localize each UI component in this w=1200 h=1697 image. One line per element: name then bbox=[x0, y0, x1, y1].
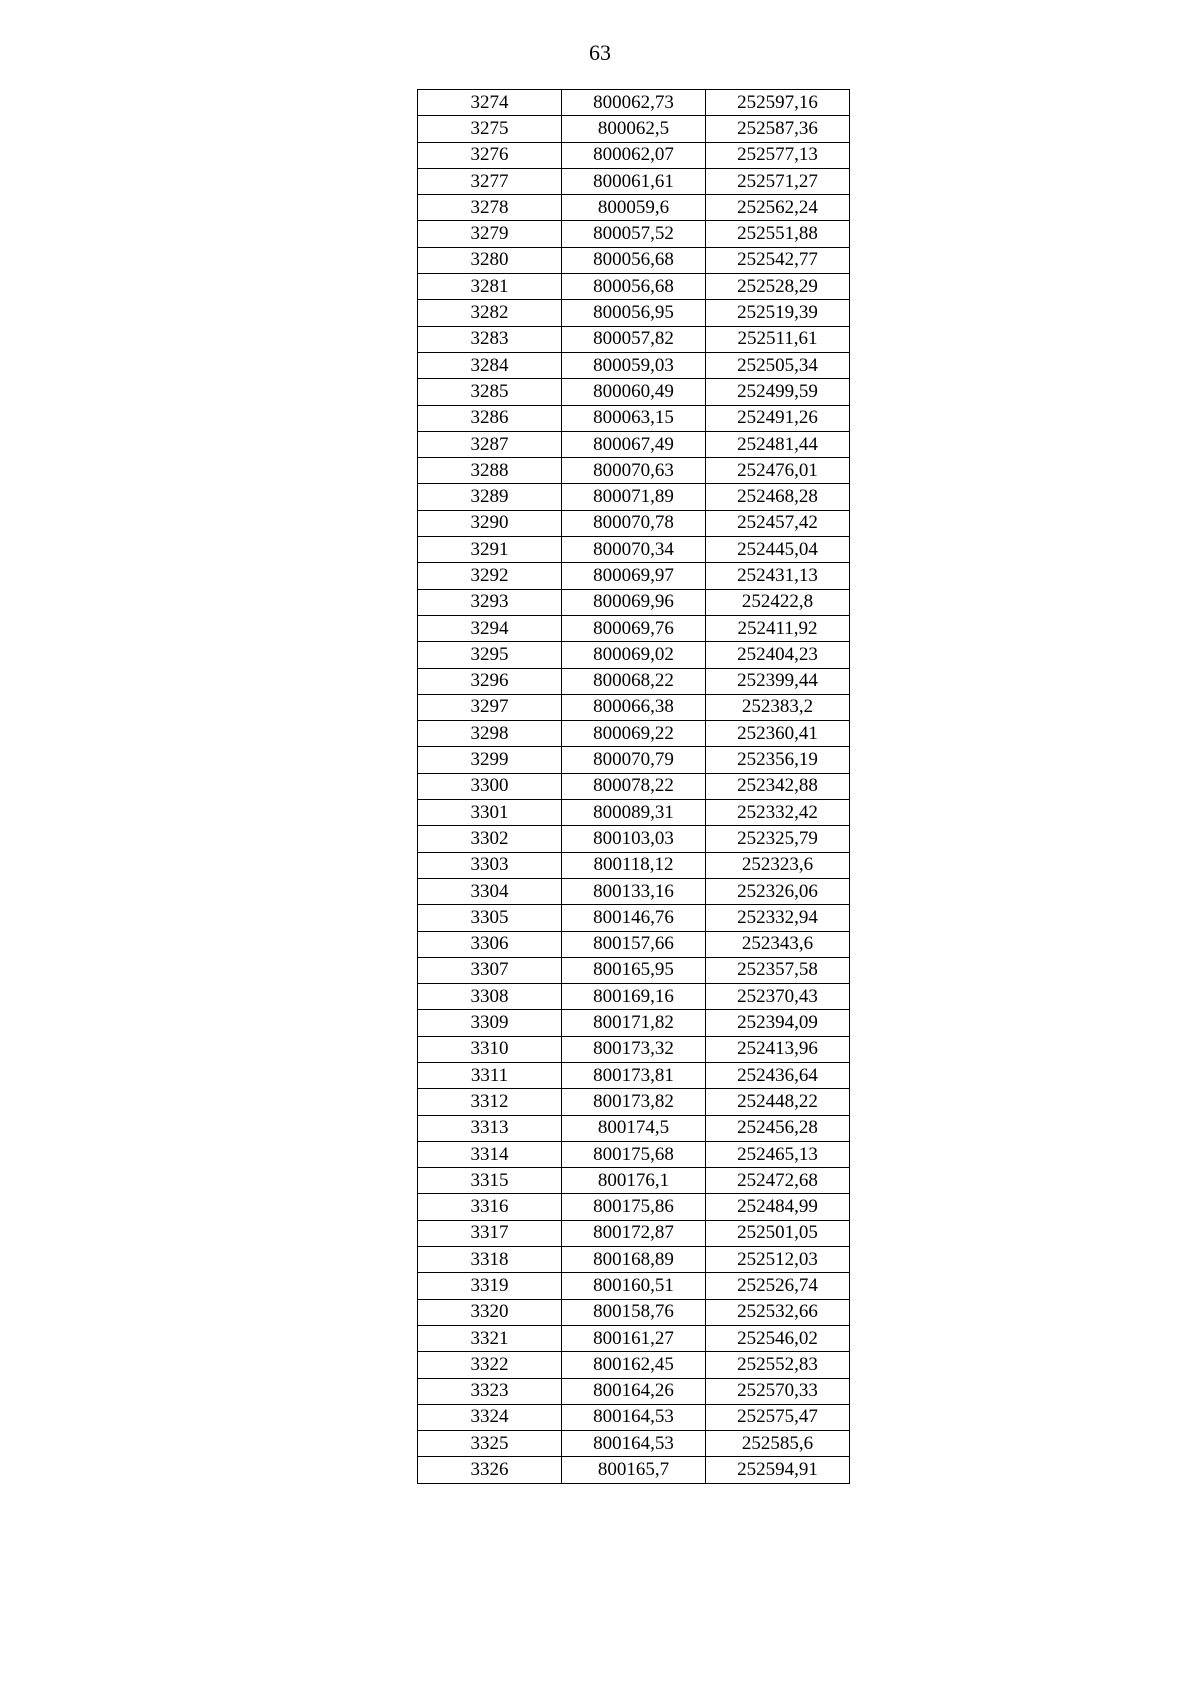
x-coordinate-cell: 800133,16 bbox=[562, 878, 706, 904]
x-coordinate-cell: 800070,78 bbox=[562, 510, 706, 536]
x-coordinate-cell: 800069,76 bbox=[562, 615, 706, 641]
x-coordinate-cell: 800063,15 bbox=[562, 405, 706, 431]
x-coordinate-cell: 800066,38 bbox=[562, 694, 706, 720]
y-coordinate-cell: 252481,44 bbox=[706, 431, 850, 457]
x-coordinate-cell: 800172,87 bbox=[562, 1220, 706, 1246]
y-coordinate-cell: 252457,42 bbox=[706, 510, 850, 536]
point-number-cell: 3306 bbox=[418, 931, 562, 957]
point-number-cell: 3302 bbox=[418, 826, 562, 852]
y-coordinate-cell: 252431,13 bbox=[706, 563, 850, 589]
y-coordinate-cell: 252532,66 bbox=[706, 1299, 850, 1325]
table-row bbox=[418, 826, 850, 852]
point-number-cell: 3321 bbox=[418, 1325, 562, 1351]
point-number-cell: 3295 bbox=[418, 642, 562, 668]
point-number-cell: 3309 bbox=[418, 1010, 562, 1036]
table-row bbox=[418, 352, 850, 378]
table-row bbox=[418, 931, 850, 957]
y-coordinate-cell: 252356,19 bbox=[706, 747, 850, 773]
x-coordinate-cell: 800057,82 bbox=[562, 326, 706, 352]
table-row bbox=[418, 1247, 850, 1273]
y-coordinate-cell: 252546,02 bbox=[706, 1325, 850, 1351]
table-row bbox=[418, 563, 850, 589]
point-number-cell: 3288 bbox=[418, 458, 562, 484]
table-row bbox=[418, 800, 850, 826]
x-coordinate-cell: 800176,1 bbox=[562, 1168, 706, 1194]
x-coordinate-cell: 800168,89 bbox=[562, 1247, 706, 1273]
table-row bbox=[418, 1378, 850, 1404]
x-coordinate-cell: 800060,49 bbox=[562, 379, 706, 405]
x-coordinate-cell: 800175,68 bbox=[562, 1141, 706, 1167]
point-number-cell: 3289 bbox=[418, 484, 562, 510]
x-coordinate-cell: 800062,73 bbox=[562, 90, 706, 116]
y-coordinate-cell: 252323,6 bbox=[706, 852, 850, 878]
x-coordinate-cell: 800160,51 bbox=[562, 1273, 706, 1299]
x-coordinate-cell: 800164,53 bbox=[562, 1404, 706, 1430]
y-coordinate-cell: 252551,88 bbox=[706, 221, 850, 247]
table-row bbox=[418, 615, 850, 641]
x-coordinate-cell: 800070,79 bbox=[562, 747, 706, 773]
point-number-cell: 3322 bbox=[418, 1352, 562, 1378]
point-number-cell: 3318 bbox=[418, 1247, 562, 1273]
y-coordinate-cell: 252542,77 bbox=[706, 247, 850, 273]
point-number-cell: 3299 bbox=[418, 747, 562, 773]
y-coordinate-cell: 252360,41 bbox=[706, 721, 850, 747]
point-number-cell: 3325 bbox=[418, 1431, 562, 1457]
point-number-cell: 3275 bbox=[418, 116, 562, 142]
table-row bbox=[418, 957, 850, 983]
table-row bbox=[418, 326, 850, 352]
point-number-cell: 3287 bbox=[418, 431, 562, 457]
table-row bbox=[418, 1010, 850, 1036]
table-row bbox=[418, 90, 850, 116]
point-number-cell: 3314 bbox=[418, 1141, 562, 1167]
x-coordinate-cell: 800103,03 bbox=[562, 826, 706, 852]
table-row bbox=[418, 1220, 850, 1246]
x-coordinate-cell: 800057,52 bbox=[562, 221, 706, 247]
point-number-cell: 3281 bbox=[418, 274, 562, 300]
y-coordinate-cell: 252526,74 bbox=[706, 1273, 850, 1299]
point-number-cell: 3304 bbox=[418, 878, 562, 904]
point-number-cell: 3278 bbox=[418, 195, 562, 221]
table-row bbox=[418, 1062, 850, 1088]
table-row bbox=[418, 773, 850, 799]
point-number-cell: 3317 bbox=[418, 1220, 562, 1246]
x-coordinate-cell: 800059,6 bbox=[562, 195, 706, 221]
point-number-cell: 3283 bbox=[418, 326, 562, 352]
point-number-cell: 3276 bbox=[418, 142, 562, 168]
point-number-cell: 3277 bbox=[418, 168, 562, 194]
y-coordinate-cell: 252511,61 bbox=[706, 326, 850, 352]
y-coordinate-cell: 252343,6 bbox=[706, 931, 850, 957]
point-number-cell: 3323 bbox=[418, 1378, 562, 1404]
point-number-cell: 3282 bbox=[418, 300, 562, 326]
y-coordinate-cell: 252468,28 bbox=[706, 484, 850, 510]
y-coordinate-cell: 252571,27 bbox=[706, 168, 850, 194]
table-row bbox=[418, 484, 850, 510]
y-coordinate-cell: 252597,16 bbox=[706, 90, 850, 116]
y-coordinate-cell: 252399,44 bbox=[706, 668, 850, 694]
x-coordinate-cell: 800062,5 bbox=[562, 116, 706, 142]
x-coordinate-cell: 800174,5 bbox=[562, 1115, 706, 1141]
point-number-cell: 3311 bbox=[418, 1062, 562, 1088]
table-row bbox=[418, 1404, 850, 1430]
point-number-cell: 3279 bbox=[418, 221, 562, 247]
y-coordinate-cell: 252465,13 bbox=[706, 1141, 850, 1167]
point-number-cell: 3280 bbox=[418, 247, 562, 273]
page-number: 63 bbox=[589, 40, 611, 65]
point-number-cell: 3310 bbox=[418, 1036, 562, 1062]
table-row bbox=[418, 274, 850, 300]
y-coordinate-cell: 252326,06 bbox=[706, 878, 850, 904]
point-number-cell: 3326 bbox=[418, 1457, 562, 1483]
x-coordinate-cell: 800162,45 bbox=[562, 1352, 706, 1378]
table-row bbox=[418, 142, 850, 168]
y-coordinate-cell: 252562,24 bbox=[706, 195, 850, 221]
x-coordinate-cell: 800069,97 bbox=[562, 563, 706, 589]
table-row bbox=[418, 1115, 850, 1141]
y-coordinate-cell: 252370,43 bbox=[706, 984, 850, 1010]
y-coordinate-cell: 252594,91 bbox=[706, 1457, 850, 1483]
point-number-cell: 3300 bbox=[418, 773, 562, 799]
y-coordinate-cell: 252575,47 bbox=[706, 1404, 850, 1430]
y-coordinate-cell: 252342,88 bbox=[706, 773, 850, 799]
y-coordinate-cell: 252505,34 bbox=[706, 352, 850, 378]
table-row bbox=[418, 852, 850, 878]
table-row bbox=[418, 1457, 850, 1483]
table-row bbox=[418, 1299, 850, 1325]
y-coordinate-cell: 252445,04 bbox=[706, 537, 850, 563]
y-coordinate-cell: 252587,36 bbox=[706, 116, 850, 142]
point-number-cell: 3297 bbox=[418, 694, 562, 720]
x-coordinate-cell: 800169,16 bbox=[562, 984, 706, 1010]
x-coordinate-cell: 800164,53 bbox=[562, 1431, 706, 1457]
point-number-cell: 3290 bbox=[418, 510, 562, 536]
point-number-cell: 3285 bbox=[418, 379, 562, 405]
y-coordinate-cell: 252577,13 bbox=[706, 142, 850, 168]
x-coordinate-cell: 800175,86 bbox=[562, 1194, 706, 1220]
x-coordinate-cell: 800062,07 bbox=[562, 142, 706, 168]
table-row bbox=[418, 984, 850, 1010]
y-coordinate-cell: 252383,2 bbox=[706, 694, 850, 720]
x-coordinate-cell: 800070,34 bbox=[562, 537, 706, 563]
x-coordinate-cell: 800158,76 bbox=[562, 1299, 706, 1325]
point-number-cell: 3313 bbox=[418, 1115, 562, 1141]
x-coordinate-cell: 800056,68 bbox=[562, 274, 706, 300]
x-coordinate-cell: 800078,22 bbox=[562, 773, 706, 799]
point-number-cell: 3324 bbox=[418, 1404, 562, 1430]
table-row bbox=[418, 721, 850, 747]
x-coordinate-cell: 800089,31 bbox=[562, 800, 706, 826]
table-row bbox=[418, 195, 850, 221]
x-coordinate-cell: 800056,95 bbox=[562, 300, 706, 326]
y-coordinate-cell: 252413,96 bbox=[706, 1036, 850, 1062]
x-coordinate-cell: 800165,95 bbox=[562, 957, 706, 983]
x-coordinate-cell: 800061,61 bbox=[562, 168, 706, 194]
x-coordinate-cell: 800069,22 bbox=[562, 721, 706, 747]
point-number-cell: 3319 bbox=[418, 1273, 562, 1299]
y-coordinate-cell: 252332,94 bbox=[706, 905, 850, 931]
table-row bbox=[418, 247, 850, 273]
y-coordinate-cell: 252357,58 bbox=[706, 957, 850, 983]
table-row bbox=[418, 668, 850, 694]
x-coordinate-cell: 800146,76 bbox=[562, 905, 706, 931]
x-coordinate-cell: 800070,63 bbox=[562, 458, 706, 484]
table-row bbox=[418, 168, 850, 194]
y-coordinate-cell: 252411,92 bbox=[706, 615, 850, 641]
point-number-cell: 3298 bbox=[418, 721, 562, 747]
y-coordinate-cell: 252501,05 bbox=[706, 1220, 850, 1246]
x-coordinate-cell: 800164,26 bbox=[562, 1378, 706, 1404]
y-coordinate-cell: 252448,22 bbox=[706, 1089, 850, 1115]
point-number-cell: 3274 bbox=[418, 90, 562, 116]
y-coordinate-cell: 252404,23 bbox=[706, 642, 850, 668]
coordinates-table bbox=[417, 89, 850, 1484]
table-row bbox=[418, 405, 850, 431]
point-number-cell: 3284 bbox=[418, 352, 562, 378]
table-row bbox=[418, 221, 850, 247]
y-coordinate-cell: 252528,29 bbox=[706, 274, 850, 300]
point-number-cell: 3320 bbox=[418, 1299, 562, 1325]
x-coordinate-cell: 800173,82 bbox=[562, 1089, 706, 1115]
table-row bbox=[418, 905, 850, 931]
y-coordinate-cell: 252585,6 bbox=[706, 1431, 850, 1457]
point-number-cell: 3307 bbox=[418, 957, 562, 983]
y-coordinate-cell: 252325,79 bbox=[706, 826, 850, 852]
point-number-cell: 3308 bbox=[418, 984, 562, 1010]
point-number-cell: 3301 bbox=[418, 800, 562, 826]
x-coordinate-cell: 800173,81 bbox=[562, 1062, 706, 1088]
y-coordinate-cell: 252491,26 bbox=[706, 405, 850, 431]
x-coordinate-cell: 800118,12 bbox=[562, 852, 706, 878]
point-number-cell: 3312 bbox=[418, 1089, 562, 1115]
table-row bbox=[418, 1194, 850, 1220]
table-row bbox=[418, 1431, 850, 1457]
y-coordinate-cell: 252422,8 bbox=[706, 589, 850, 615]
y-coordinate-cell: 252512,03 bbox=[706, 1247, 850, 1273]
x-coordinate-cell: 800161,27 bbox=[562, 1325, 706, 1351]
y-coordinate-cell: 252472,68 bbox=[706, 1168, 850, 1194]
table-row bbox=[418, 878, 850, 904]
x-coordinate-cell: 800069,02 bbox=[562, 642, 706, 668]
table-row bbox=[418, 300, 850, 326]
point-number-cell: 3294 bbox=[418, 615, 562, 641]
y-coordinate-cell: 252456,28 bbox=[706, 1115, 850, 1141]
table-row bbox=[418, 642, 850, 668]
x-coordinate-cell: 800165,7 bbox=[562, 1457, 706, 1483]
y-coordinate-cell: 252436,64 bbox=[706, 1062, 850, 1088]
table-row bbox=[418, 1352, 850, 1378]
x-coordinate-cell: 800059,03 bbox=[562, 352, 706, 378]
table-row bbox=[418, 589, 850, 615]
table-row bbox=[418, 1141, 850, 1167]
point-number-cell: 3293 bbox=[418, 589, 562, 615]
x-coordinate-cell: 800071,89 bbox=[562, 484, 706, 510]
x-coordinate-cell: 800171,82 bbox=[562, 1010, 706, 1036]
table-row bbox=[418, 747, 850, 773]
y-coordinate-cell: 252476,01 bbox=[706, 458, 850, 484]
y-coordinate-cell: 252570,33 bbox=[706, 1378, 850, 1404]
table-row bbox=[418, 1325, 850, 1351]
point-number-cell: 3316 bbox=[418, 1194, 562, 1220]
table-row bbox=[418, 1273, 850, 1299]
table-row bbox=[418, 1036, 850, 1062]
y-coordinate-cell: 252484,99 bbox=[706, 1194, 850, 1220]
table-row bbox=[418, 694, 850, 720]
table-row bbox=[418, 1168, 850, 1194]
table-row bbox=[418, 510, 850, 536]
y-coordinate-cell: 252332,42 bbox=[706, 800, 850, 826]
point-number-cell: 3305 bbox=[418, 905, 562, 931]
y-coordinate-cell: 252394,09 bbox=[706, 1010, 850, 1036]
table-row bbox=[418, 116, 850, 142]
table-row bbox=[418, 1089, 850, 1115]
coordinates-table-body bbox=[418, 90, 850, 1484]
point-number-cell: 3296 bbox=[418, 668, 562, 694]
x-coordinate-cell: 800157,66 bbox=[562, 931, 706, 957]
x-coordinate-cell: 800173,32 bbox=[562, 1036, 706, 1062]
x-coordinate-cell: 800068,22 bbox=[562, 668, 706, 694]
point-number-cell: 3292 bbox=[418, 563, 562, 589]
table-row bbox=[418, 537, 850, 563]
y-coordinate-cell: 252519,39 bbox=[706, 300, 850, 326]
table-row bbox=[418, 458, 850, 484]
table-row bbox=[418, 431, 850, 457]
point-number-cell: 3291 bbox=[418, 537, 562, 563]
table-row bbox=[418, 379, 850, 405]
point-number-cell: 3303 bbox=[418, 852, 562, 878]
x-coordinate-cell: 800067,49 bbox=[562, 431, 706, 457]
point-number-cell: 3286 bbox=[418, 405, 562, 431]
x-coordinate-cell: 800056,68 bbox=[562, 247, 706, 273]
y-coordinate-cell: 252499,59 bbox=[706, 379, 850, 405]
y-coordinate-cell: 252552,83 bbox=[706, 1352, 850, 1378]
point-number-cell: 3315 bbox=[418, 1168, 562, 1194]
x-coordinate-cell: 800069,96 bbox=[562, 589, 706, 615]
